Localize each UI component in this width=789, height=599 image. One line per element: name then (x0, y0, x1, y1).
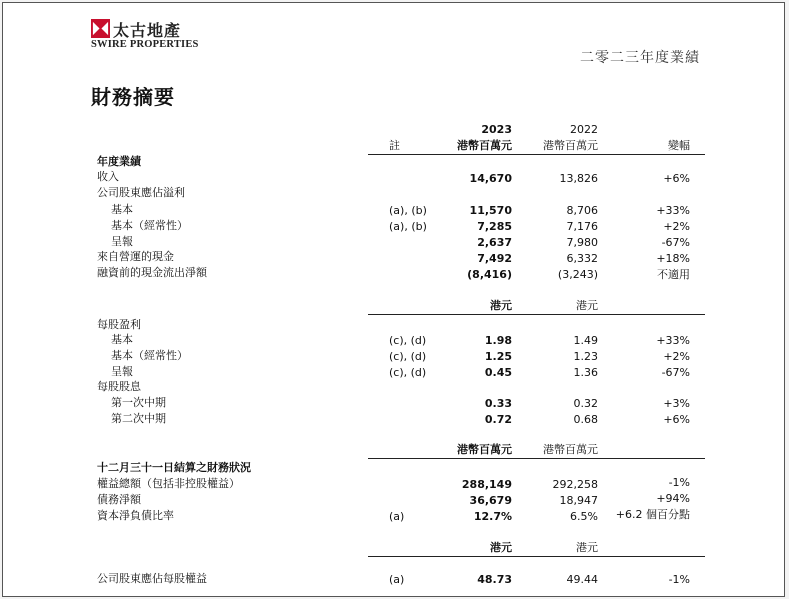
value-2022: 6.5% (570, 510, 598, 523)
value-2022: 8,706 (566, 204, 598, 217)
row-label: 債務淨額 (97, 493, 141, 506)
row-label: 每股股息 (97, 380, 141, 393)
value-2023: 7,285 (477, 220, 512, 233)
row-label: 公司股東應佔溢利 (97, 186, 185, 199)
row-label: 權益總額（包括非控股權益） (97, 477, 240, 490)
change-value: 不適用 (657, 268, 690, 281)
change-value: +33% (656, 334, 690, 347)
change-value: +33% (656, 204, 690, 217)
value-2022: 49.44 (566, 573, 598, 586)
section-title-financial-position: 十二月三十一日結算之財務狀況 (97, 461, 251, 474)
brand-name-en: SWIRE PROPERTIES (91, 39, 199, 50)
page-title: 財務摘要 (91, 85, 175, 109)
value-2023: 11,570 (469, 204, 512, 217)
row-label: 第一次中期 (111, 396, 166, 409)
change-value: -1% (668, 476, 690, 489)
value-2023: 0.33 (484, 397, 512, 410)
value-2023: 2,637 (477, 236, 512, 249)
row-label: 收入 (97, 170, 119, 183)
value-2022: (3,243) (557, 268, 598, 281)
year-prior-header: 2022 (570, 123, 598, 136)
change-value: -67% (661, 236, 690, 249)
row-label: 基本（經常性） (111, 219, 188, 232)
value-2022: 292,258 (552, 478, 598, 491)
section-rule (368, 314, 705, 315)
row-label: 融資前的現金流出淨額 (97, 266, 207, 279)
row-label: 呈報 (111, 235, 133, 248)
unit-prior-header: 港幣百萬元 (543, 443, 598, 456)
value-2022: 7,980 (566, 236, 598, 249)
report-header: 二零二三年度業績 (580, 50, 700, 66)
unit-current-header: 港幣百萬元 (457, 443, 512, 456)
section-rule (368, 458, 705, 459)
unit-prior-header: 港元 (576, 541, 598, 554)
row-label: 基本（經常性） (111, 349, 188, 362)
value-2022: 7,176 (566, 220, 598, 233)
value-2023: 14,670 (469, 172, 512, 185)
header-rule (368, 154, 705, 155)
change-value: +2% (663, 220, 690, 233)
row-note: (a) (389, 573, 405, 586)
value-2022: 18,947 (559, 494, 598, 507)
value-2023: 12.7% (473, 510, 512, 523)
value-2023: 48.73 (477, 573, 512, 586)
value-2022: 0.32 (573, 397, 598, 410)
change-value: +18% (656, 252, 690, 265)
unit-current-header: 港元 (490, 299, 512, 312)
change-value: -67% (661, 366, 690, 379)
row-label: 資本淨負債比率 (97, 509, 174, 522)
unit-current-header: 港元 (490, 541, 512, 554)
value-2022: 6,332 (566, 252, 598, 265)
change-column-header: 變幅 (668, 139, 690, 152)
value-2023: 288,149 (461, 478, 512, 491)
value-2022: 1.36 (573, 366, 598, 379)
row-label: 呈報 (111, 365, 133, 378)
value-2022: 1.23 (573, 350, 598, 363)
row-label: 基本 (111, 333, 133, 346)
value-2023: 36,679 (469, 494, 512, 507)
change-value: +94% (656, 492, 690, 505)
row-note: (a), (b) (389, 220, 427, 233)
section-title-annual-results: 年度業績 (97, 155, 141, 168)
year-current-header: 2023 (481, 123, 512, 136)
change-value: +3% (663, 397, 690, 410)
value-2023: 1.25 (484, 350, 512, 363)
row-label: 基本 (111, 203, 133, 216)
row-label: 公司股東應佔每股權益 (97, 572, 207, 585)
value-2023: 7,492 (477, 252, 512, 265)
note-column-header: 註 (389, 139, 400, 152)
row-label: 來自營運的現金 (97, 250, 174, 263)
row-note: (a), (b) (389, 204, 427, 217)
report-page (2, 2, 785, 597)
change-value: +6% (663, 413, 690, 426)
section-rule (368, 556, 705, 557)
value-2023: 0.72 (484, 413, 512, 426)
value-2023: (8,416) (467, 268, 512, 281)
value-2022: 1.49 (573, 334, 598, 347)
unit-prior-header: 港元 (576, 299, 598, 312)
unit-prior-header: 港幣百萬元 (543, 139, 598, 152)
value-2023: 0.45 (484, 366, 512, 379)
row-note: (a) (389, 510, 405, 523)
change-value: +6.2 個百分點 (615, 508, 690, 521)
value-2022: 13,826 (559, 172, 598, 185)
change-value: -1% (668, 573, 690, 586)
swire-logo-icon (91, 19, 110, 38)
unit-current-header: 港幣百萬元 (457, 139, 512, 152)
value-2023: 1.98 (484, 334, 512, 347)
row-label: 每股盈利 (97, 318, 141, 331)
brand-name-cn: 太古地產 (113, 21, 182, 40)
row-note: (c), (d) (389, 366, 427, 379)
value-2022: 0.68 (573, 413, 598, 426)
row-note: (c), (d) (389, 350, 427, 363)
change-value: +2% (663, 350, 690, 363)
row-note: (c), (d) (389, 334, 427, 347)
row-label: 第二次中期 (111, 412, 166, 425)
change-value: +6% (663, 172, 690, 185)
